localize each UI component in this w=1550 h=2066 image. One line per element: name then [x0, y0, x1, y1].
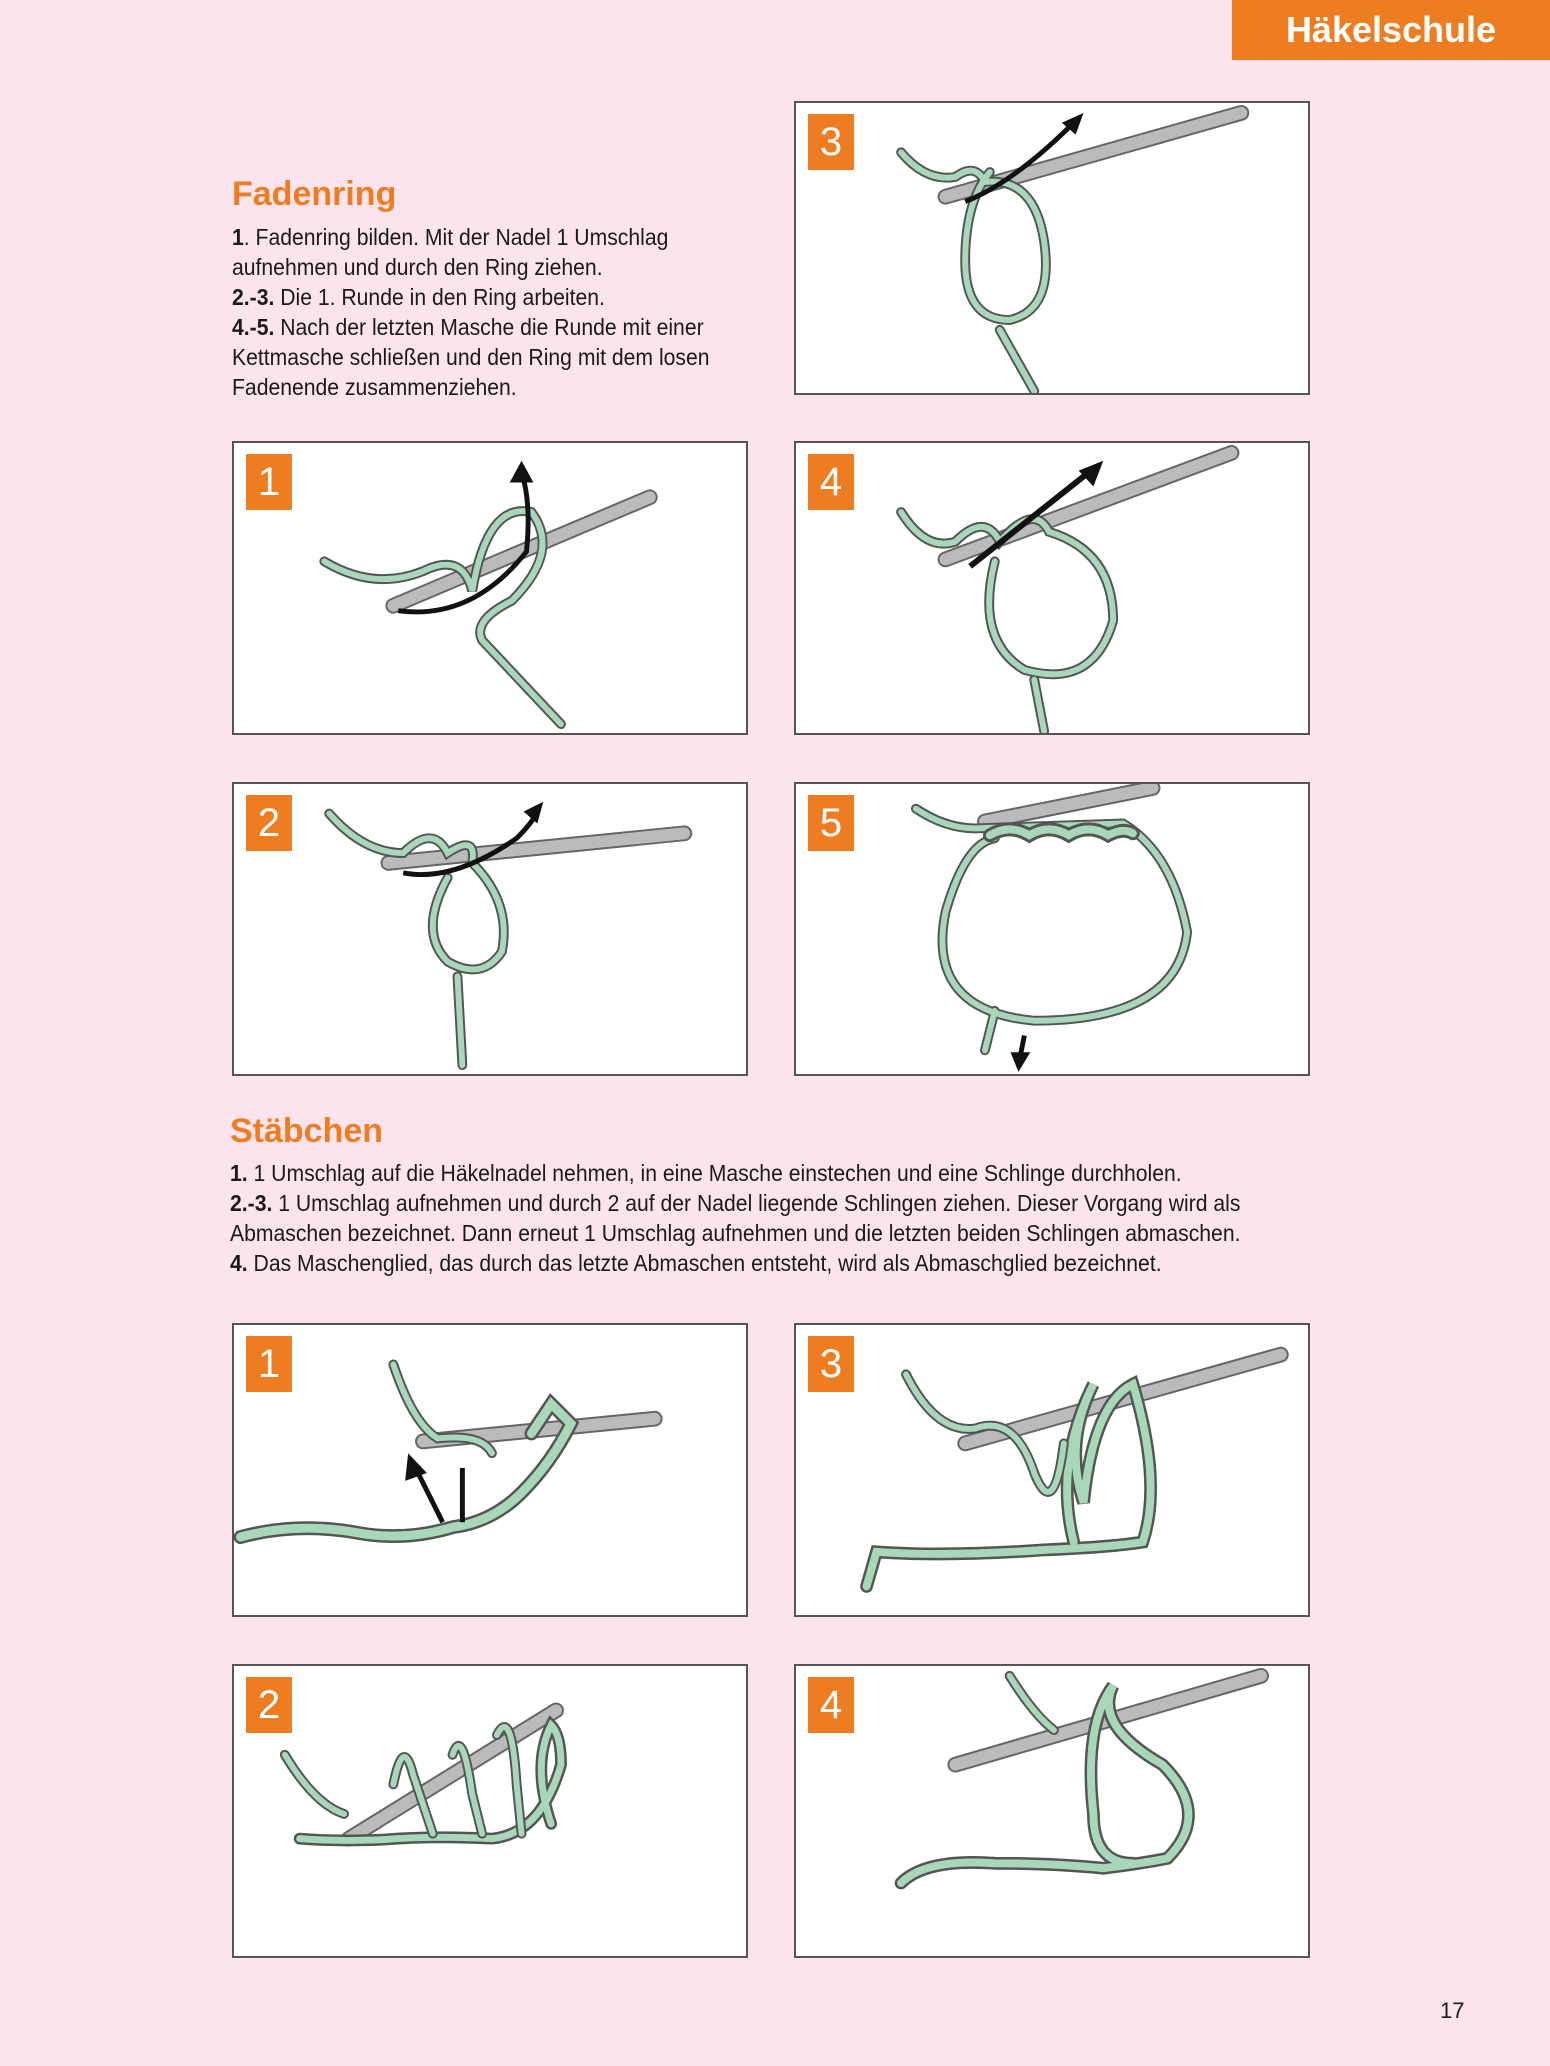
crochet-illustration: [796, 784, 1308, 1074]
instruction-step: 1. 1 Umschlag auf die Häkelnadel nehmen, in eine Masche einstechen und eine Schlinge durchholen.: [230, 1160, 1182, 1186]
crochet-illustration: [234, 1666, 746, 1956]
step-badge: 4: [808, 454, 854, 510]
fadenring-step-5-panel: [794, 782, 1310, 1076]
staebchen-step-1-panel: [232, 1323, 748, 1617]
fadenring-instructions: [232, 222, 747, 402]
staebchen-instructions: [230, 1158, 1311, 1278]
crochet-illustration: [796, 1666, 1308, 1956]
step-badge: 2: [246, 795, 292, 851]
step-badge: 3: [808, 114, 854, 170]
fadenring-step-4-panel: [794, 441, 1310, 735]
crochet-illustration: [234, 1325, 746, 1615]
step-badge: 3: [808, 1336, 854, 1392]
instruction-step: 2.-3. 1 Umschlag aufnehmen und durch 2 auf der Nadel liegende Schlingen ziehen. Dieser Vorgang wird als Abmaschen bezeichnet. Dann erneut 1 Umschlag aufnehmen und die letzten beiden Schlingen abmaschen.: [230, 1190, 1241, 1246]
step-badge: 1: [246, 454, 292, 510]
staebchen-title: Stäbchen: [230, 1112, 384, 1150]
staebchen-step-3-panel: [794, 1323, 1310, 1617]
step-badge: 5: [808, 795, 854, 851]
instruction-step: 2.-3. Die 1. Runde in den Ring arbeiten.: [232, 284, 605, 310]
section-tab: Häkelschule: [1232, 0, 1550, 60]
page-number: 17: [1440, 1998, 1465, 2023]
instruction-step: 1. Fadenring bilden. Mit der Nadel 1 Umschlag aufnehmen und durch den Ring ziehen.: [232, 224, 669, 280]
crochet-illustration: [234, 784, 746, 1074]
crochet-illustration: [796, 103, 1308, 393]
step-badge: 2: [246, 1677, 292, 1733]
crochet-illustration: [796, 443, 1308, 733]
fadenring-step-3-panel: [794, 101, 1310, 395]
staebchen-step-2-panel: [232, 1664, 748, 1958]
instruction-step: 4. Das Maschenglied, das durch das letzte Abmaschen entsteht, wird als Abmaschglied bezeichnet.: [230, 1250, 1162, 1276]
instruction-step: 4.-5. Nach der letzten Masche die Runde mit einer Kettmasche schließen und den Ring mit dem losen Fadenende zusammenziehen.: [232, 314, 710, 400]
staebchen-step-4-panel: [794, 1664, 1310, 1958]
crochet-illustration: [796, 1325, 1308, 1615]
crochet-illustration: [234, 443, 746, 733]
step-badge: 1: [246, 1336, 292, 1392]
fadenring-title: Fadenring: [232, 175, 397, 213]
fadenring-step-1-panel: [232, 441, 748, 735]
step-badge: 4: [808, 1677, 854, 1733]
fadenring-step-2-panel: [232, 782, 748, 1076]
